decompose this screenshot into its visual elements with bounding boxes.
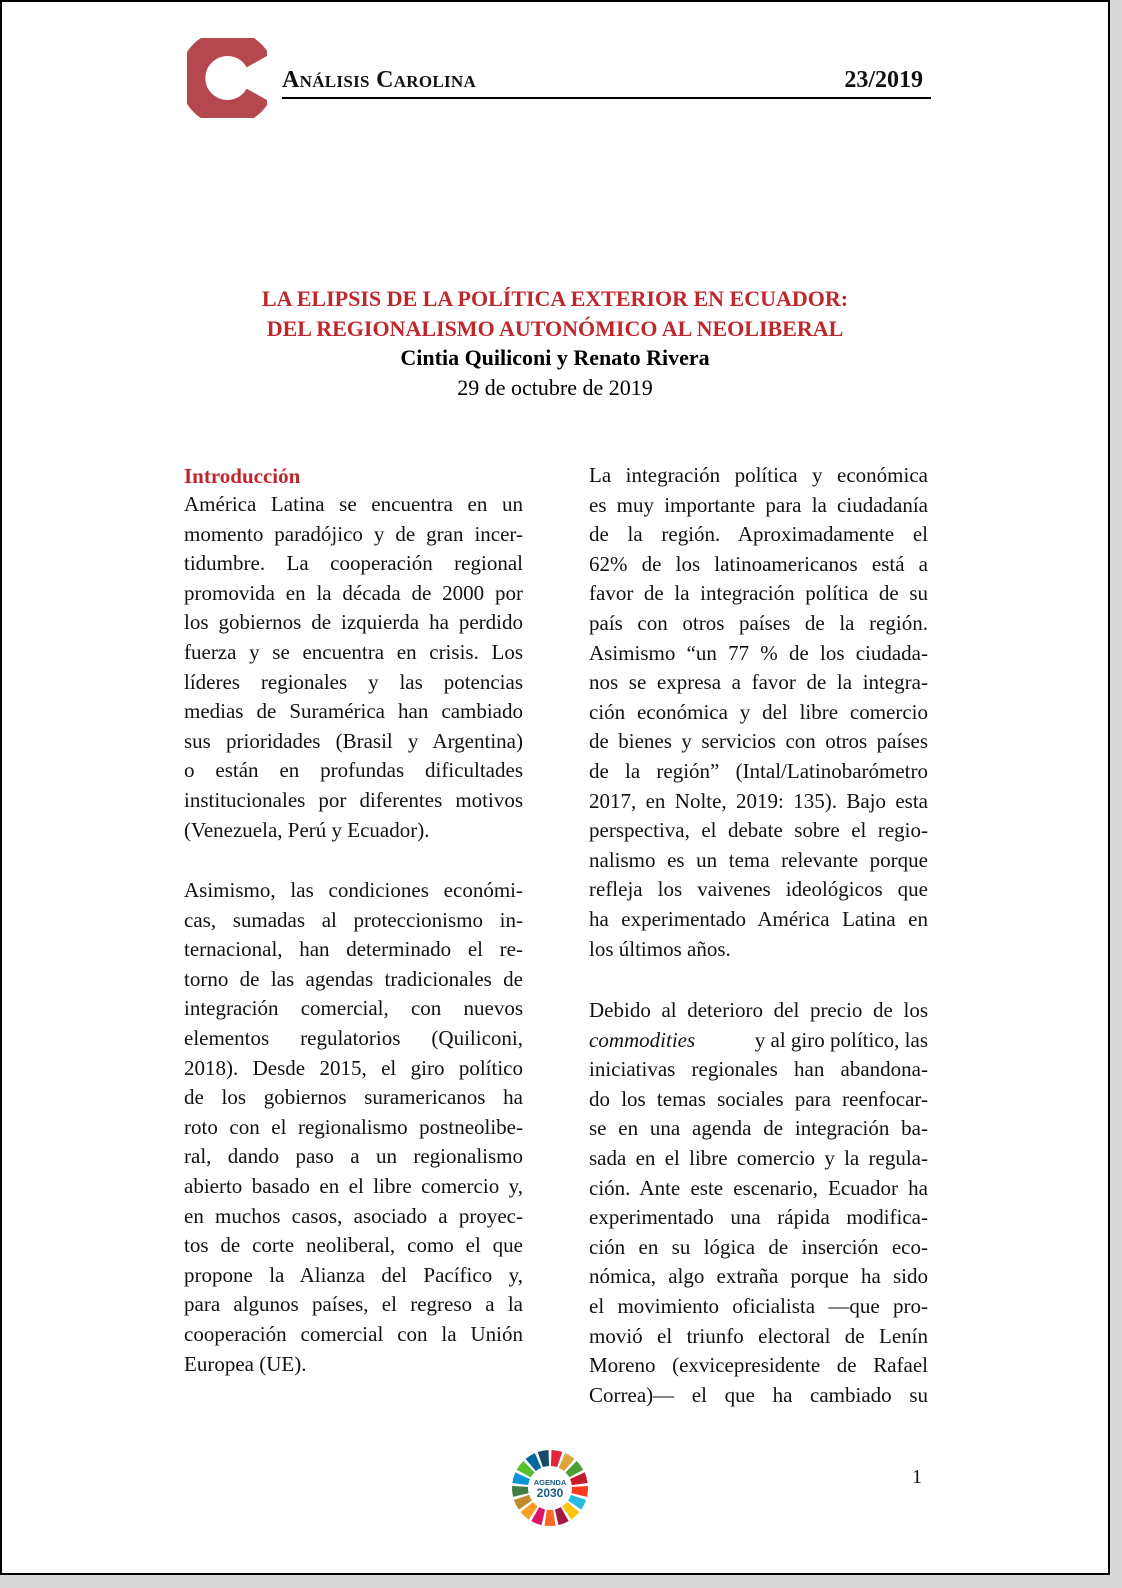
text-line-commodities	[589, 1026, 928, 1056]
text-line: Debido al deterioro del precio de los	[589, 998, 928, 1022]
text-line: fuerza y se encuentra en crisis. Los	[184, 640, 523, 664]
text-line: para algunos países, el regreso a la	[184, 1292, 523, 1317]
text-line: promovida en la década de 2000 por	[184, 580, 523, 605]
article-authors: Cintia Quiliconi y Renato Rivera	[400, 345, 710, 370]
text-line: Asimismo, las condiciones económi-	[184, 878, 523, 902]
text-line: 2017, en Nolte, 2019: 135). Bajo esta	[589, 788, 928, 813]
text-line: ción económica y del libre comercio	[589, 699, 928, 724]
text-line: se en una agenda de integración ba-	[589, 1116, 928, 1141]
text-line: nalismo es un tema relevante porque	[589, 847, 928, 872]
text-line: institucionales por diferentes motivos	[184, 788, 523, 812]
text-line: abierto basado en el libre comercio y,	[184, 1174, 523, 1198]
text-line: Asimismo “un 77 % de los ciudada-	[589, 640, 928, 665]
text-line: país con otros países de la región.	[589, 611, 928, 635]
text-line: do los temas sociales para reenfocar-	[589, 1086, 928, 1111]
text-line: de bienes y servicios con otros países	[589, 729, 928, 754]
page-number: 1	[912, 1466, 922, 1488]
text-line: integración comercial, con nuevos	[184, 996, 523, 1021]
text-line: ción en su lógica de inserción eco-	[589, 1234, 928, 1259]
issue-number: 23/2019	[844, 67, 923, 93]
text-line: elementos regulatorios (Quiliconi,	[184, 1026, 523, 1050]
text-line: de la región. Aproximadamente el	[589, 522, 928, 547]
text-line: nos se expresa a favor de la integra-	[589, 670, 928, 695]
text-line: ternacional, han determinado el re-	[184, 937, 523, 962]
text-line: sus prioridades (Brasil y Argentina)	[184, 728, 523, 753]
text-line: medias de Suramérica han cambiado	[184, 699, 523, 724]
text-segment: y al giro político, las	[754, 1027, 928, 1052]
text-line: sada en el libre comercio y la regula-	[589, 1146, 928, 1170]
text-line: 62% de los latinoamericanos está a	[589, 551, 928, 576]
text-line: ción. Ante este escenario, Ecuador ha	[589, 1175, 928, 1200]
text-line: Europea (UE).	[184, 1351, 307, 1376]
text-line: cooperación comercial con la Unión	[184, 1322, 523, 1346]
header-rule	[282, 97, 931, 99]
text-line: de la región” (Intal/Latinobarómetro	[589, 759, 928, 783]
text-line: los últimos años.	[589, 936, 731, 961]
agenda-wheel-segment	[571, 1486, 588, 1497]
text-line: el movimiento oficialista —que pro-	[589, 1294, 928, 1318]
text-line: los gobiernos de izquierda ha perdido	[184, 610, 523, 635]
text-line: en muchos casos, asociado a proyec-	[184, 1203, 523, 1228]
text-line: movió el triunfo electoral de Lenín	[589, 1323, 928, 1348]
text-line: momento paradójico y de gran incer-	[184, 521, 523, 546]
text-line: o están en profundas dificultades	[184, 758, 523, 783]
carolina-logo-icon	[187, 38, 267, 118]
agenda-label-2: 2030	[536, 1486, 564, 1500]
article-date: 29 de octubre de 2019	[457, 375, 653, 400]
text-line: de los gobiernos suramericanos ha	[184, 1085, 523, 1110]
text-line: es muy importante para la ciudadanía	[589, 492, 928, 517]
italic-term: commodities	[589, 1027, 696, 1052]
text-line: ral, dando paso a un regionalismo	[184, 1144, 523, 1169]
publication-title: Análisis Carolina	[282, 67, 477, 93]
text-line: tidumbre. La cooperación regional	[184, 551, 523, 576]
text-line: líderes regionales y las potencias	[184, 669, 523, 694]
text-line: perspectiva, el debate sobre el regio-	[589, 818, 928, 843]
agenda-label-1: AGENDA	[533, 1478, 567, 1487]
agenda-2030-logo-icon	[511, 1449, 589, 1527]
text-line: (Venezuela, Perú y Ecuador).	[184, 817, 430, 842]
text-line: favor de la integración política de su	[589, 581, 928, 606]
agenda-wheel-segment	[512, 1486, 529, 1497]
text-line: cas, sumadas al proteccionismo in-	[184, 907, 523, 932]
section-heading: Introducción	[184, 464, 301, 488]
text-line: iniciativas regionales han abandona-	[589, 1057, 928, 1082]
text-line: 2018). Desde 2015, el giro político	[184, 1055, 523, 1080]
agenda-wheel-segment	[545, 1510, 556, 1526]
text-line: América Latina se encuentra en un	[184, 492, 523, 516]
text-line: tos de corte neoliberal, como el que	[184, 1233, 523, 1258]
text-line: nómica, algo extraña porque ha sido	[589, 1264, 928, 1289]
text-line: experimentado una rápida modifica-	[589, 1205, 928, 1230]
text-line: Moreno (exvicepresidente de Rafael	[589, 1353, 928, 1378]
text-line: refleja los vaivenes ideológicos que	[589, 877, 928, 902]
text-line: propone la Alianza del Pacífico y,	[184, 1262, 523, 1287]
article-title-line-1: LA ELIPSIS DE LA POLÍTICA EXTERIOR EN ECUADOR:	[261, 286, 849, 311]
text-line: Correa)— el que ha cambiado su	[589, 1382, 928, 1407]
text-line: ha experimentado América Latina en	[589, 907, 928, 931]
text-line: roto con el regionalismo postneolibe-	[184, 1114, 523, 1139]
text-line: La integración política y económica	[589, 463, 928, 487]
text-line: torno de las agendas tradicionales de	[184, 966, 523, 991]
article-title-line-2: DEL REGIONALISMO AUTONÓMICO AL NEOLIBERAL	[266, 316, 844, 341]
